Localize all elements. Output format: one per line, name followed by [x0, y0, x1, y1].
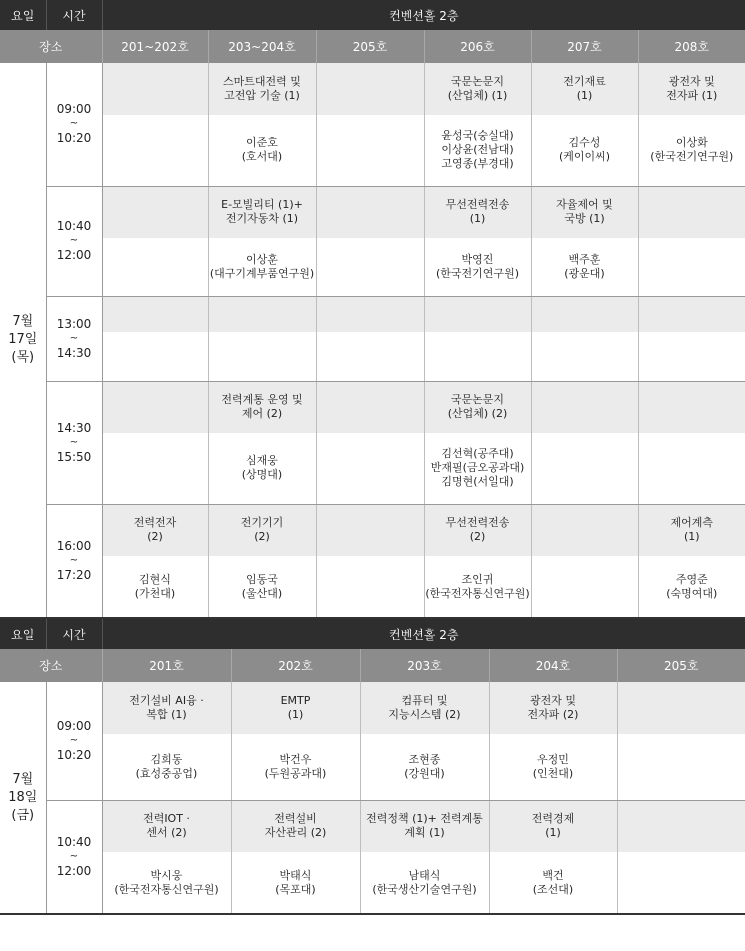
header-place: 장소 — [0, 649, 102, 682]
time-start: 14:30 — [56, 420, 92, 435]
session-title — [316, 504, 424, 556]
session-title — [102, 186, 208, 238]
time-cell — [46, 800, 102, 914]
session-title: 스마트대전력 및 고전압 기술 (1) — [208, 63, 316, 115]
room-header: 203~204호 — [208, 30, 316, 63]
room-header: 208호 — [638, 30, 745, 63]
session-chair: 남태식 (한국생산기술연구원) — [360, 852, 489, 914]
chair-row — [0, 115, 745, 186]
session-chair — [102, 115, 208, 186]
time-end: 14:30 — [56, 345, 92, 360]
session-chair — [617, 734, 745, 800]
session-title — [531, 504, 638, 556]
session-title: 전력설비 자산관리 (2) — [231, 800, 360, 852]
session-chair: 김현식 (가천대) — [102, 556, 208, 618]
session-title — [102, 63, 208, 115]
session-row — [0, 504, 745, 556]
header-time: 시간 — [46, 619, 102, 649]
session-title: 자율제어 및 국방 (1) — [531, 186, 638, 238]
day-cell — [0, 682, 46, 914]
session-chair: 백건 (조선대) — [489, 852, 617, 914]
session-title — [102, 381, 208, 433]
session-row — [0, 800, 745, 852]
session-chair: 우정민 (인천대) — [489, 734, 617, 800]
session-title: 전기재료 (1) — [531, 63, 638, 115]
session-row — [0, 381, 745, 433]
chair-row — [0, 852, 745, 914]
time-end: 10:20 — [56, 131, 92, 146]
session-chair: 윤성국(숭실대) 이상윤(전남대) 고영종(부경대) — [424, 115, 531, 186]
time-sep: ~ — [69, 436, 79, 448]
session-title: 무선전력전송 (1) — [424, 186, 531, 238]
session-chair — [316, 238, 424, 296]
session-title — [638, 186, 745, 238]
session-chair: 이준호 (호서대) — [208, 115, 316, 186]
time-cell — [46, 186, 102, 296]
header-venue: 컨벤션홀 2층 — [102, 619, 745, 649]
session-title: 무선전력전송 (2) — [424, 504, 531, 556]
session-chair: 김선혁(공주대) 반재필(금오공과대) 김명현(서일대) — [424, 433, 531, 504]
session-title: 제어계측 (1) — [638, 504, 745, 556]
time-cell — [46, 381, 102, 504]
room-header: 203호 — [360, 649, 489, 682]
time-cell — [46, 296, 102, 381]
room-header: 202호 — [231, 649, 360, 682]
session-title: 전력경제 (1) — [489, 800, 617, 852]
session-chair: 조현종 (강원대) — [360, 734, 489, 800]
session-chair: 백주훈 (광운대) — [531, 238, 638, 296]
session-title: 전력전자 (2) — [102, 504, 208, 556]
session-title — [617, 800, 745, 852]
session-row — [0, 682, 745, 734]
time-cell — [46, 682, 102, 800]
session-chair: 주영준 (숙명여대) — [638, 556, 745, 618]
session-chair: 김희동 (효성중공업) — [102, 734, 231, 800]
time-end: 15:50 — [56, 449, 92, 464]
time-end: 10:20 — [56, 747, 92, 762]
day-month: 7월 — [12, 771, 34, 787]
session-chair — [102, 238, 208, 296]
session-title — [531, 381, 638, 433]
time-sep: ~ — [69, 554, 79, 566]
room-header: 207호 — [531, 30, 638, 63]
session-title — [102, 296, 208, 332]
session-title: 전력계통 운영 및 제어 (2) — [208, 381, 316, 433]
session-chair: 김수성 (케이이씨) — [531, 115, 638, 186]
session-title: 광전자 및 전자파 (2) — [489, 682, 617, 734]
header-venue: 컨벤션홀 2층 — [102, 0, 745, 30]
session-title: 전기기기 (2) — [208, 504, 316, 556]
session-title: E-모빌리티 (1)+ 전기자동차 (1) — [208, 186, 316, 238]
session-chair: 임동국 (울산대) — [208, 556, 316, 618]
session-chair: 박건우 (두원공과대) — [231, 734, 360, 800]
time-cell — [46, 63, 102, 186]
schedule-table-day2 — [0, 619, 745, 915]
session-title: 전력IOT · 센서 (2) — [102, 800, 231, 852]
session-title — [316, 381, 424, 433]
time-start: 13:00 — [56, 316, 92, 331]
day-weekday: (목) — [11, 350, 35, 365]
time-start: 10:40 — [56, 834, 92, 849]
session-chair — [638, 238, 745, 296]
session-title — [316, 296, 424, 332]
session-chair — [617, 852, 745, 914]
session-title: 전력정책 (1)+ 전력계통 계획 (1) — [360, 800, 489, 852]
session-chair: 조인귀 (한국전자통신연구원) — [424, 556, 531, 618]
session-title: 국문논문지 (산업체) (2) — [424, 381, 531, 433]
day-date: 17일 — [8, 332, 38, 347]
session-chair: 박시웅 (한국전자통신연구원) — [102, 852, 231, 914]
time-end: 12:00 — [56, 863, 92, 878]
session-row — [0, 186, 745, 238]
session-chair: 박태식 (목포대) — [231, 852, 360, 914]
chair-row — [0, 332, 745, 381]
session-title — [424, 296, 531, 332]
session-chair — [638, 433, 745, 504]
session-chair — [316, 332, 424, 381]
time-cell — [46, 504, 102, 618]
time-sep: ~ — [69, 734, 79, 746]
session-row — [0, 296, 745, 332]
room-header: 201~202호 — [102, 30, 208, 63]
header-day: 요일 — [0, 619, 46, 649]
session-chair — [316, 556, 424, 618]
room-header: 204호 — [489, 649, 617, 682]
session-title: EMTP (1) — [231, 682, 360, 734]
session-chair — [102, 433, 208, 504]
session-title — [638, 296, 745, 332]
time-start: 16:00 — [56, 538, 92, 553]
time-sep: ~ — [69, 332, 79, 344]
time-sep: ~ — [69, 850, 79, 862]
session-chair: 이상훈 (대구기계부품연구원) — [208, 238, 316, 296]
session-title: 광전자 및 전자파 (1) — [638, 63, 745, 115]
day-month: 7월 — [12, 314, 34, 329]
chair-row — [0, 556, 745, 618]
session-title — [208, 296, 316, 332]
session-chair — [531, 332, 638, 381]
header-time: 시간 — [46, 0, 102, 30]
time-end: 17:20 — [56, 567, 92, 582]
session-title — [316, 186, 424, 238]
room-header: 205호 — [316, 30, 424, 63]
session-chair: 박영진 (한국전기연구원) — [424, 238, 531, 296]
session-chair — [316, 433, 424, 504]
time-end: 12:00 — [56, 248, 92, 262]
session-title: 컴퓨터 및 지능시스템 (2) — [360, 682, 489, 734]
time-start: 10:40 — [56, 219, 92, 233]
room-header: 201호 — [102, 649, 231, 682]
session-title — [617, 682, 745, 734]
session-chair — [531, 433, 638, 504]
time-start: 09:00 — [56, 102, 92, 117]
session-chair — [316, 115, 424, 186]
day-weekday: (금) — [11, 807, 35, 823]
time-start: 09:00 — [56, 718, 92, 733]
session-title: 전기설비 AI융 · 복합 (1) — [102, 682, 231, 734]
session-row — [0, 63, 745, 115]
chair-row — [0, 433, 745, 504]
chair-row — [0, 238, 745, 296]
chair-row — [0, 734, 745, 800]
header-day: 요일 — [0, 0, 46, 30]
session-title — [531, 296, 638, 332]
room-header: 205호 — [617, 649, 745, 682]
session-chair — [531, 556, 638, 618]
session-chair — [208, 332, 316, 381]
time-sep: ~ — [69, 235, 79, 246]
session-title: 국문논문지 (산업체) (1) — [424, 63, 531, 115]
header-place: 장소 — [0, 30, 102, 63]
room-header: 206호 — [424, 30, 531, 63]
session-chair — [102, 332, 208, 381]
session-title — [316, 63, 424, 115]
day-cell — [0, 63, 46, 618]
session-title — [638, 381, 745, 433]
day-date: 18일 — [8, 789, 38, 805]
session-chair — [638, 332, 745, 381]
session-chair: 이상화 (한국전기연구원) — [638, 115, 745, 186]
time-sep: ~ — [69, 118, 79, 130]
session-chair: 심재웅 (상명대) — [208, 433, 316, 504]
session-chair — [424, 332, 531, 381]
